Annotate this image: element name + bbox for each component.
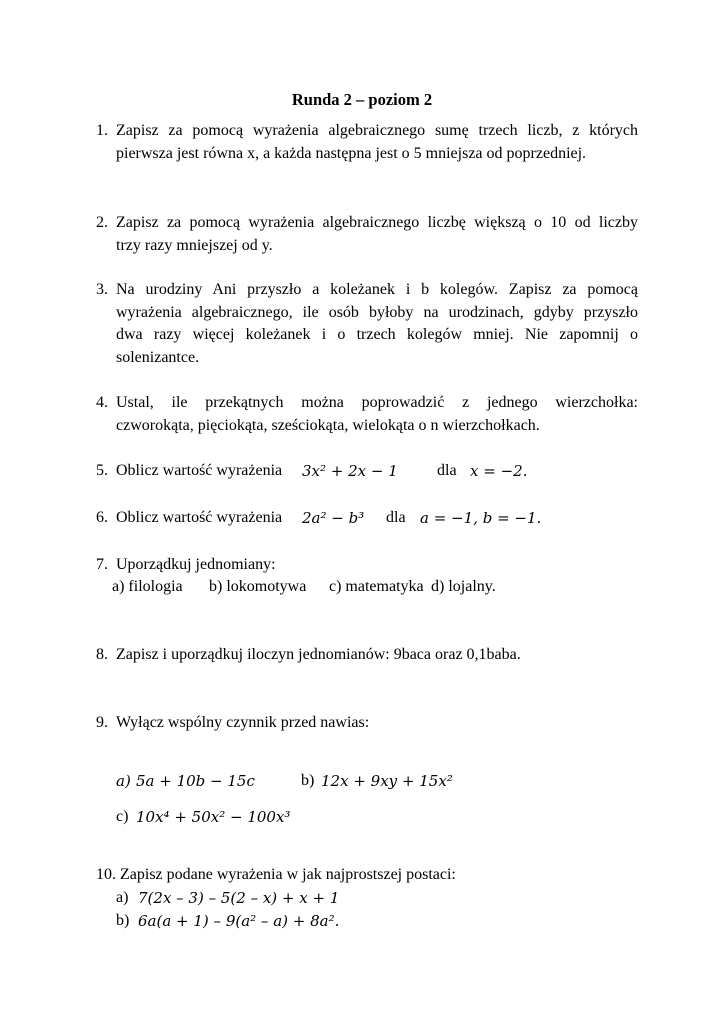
task-line: czworokąta, pięciokąta, sześciokąta, wielokąta o n wierzchołkach. <box>116 416 540 434</box>
task-number: 6. <box>96 509 108 526</box>
task-text: Zapisz i uporządkuj iloczyn jednomianów: 9baca oraz 0,1baba. <box>116 646 521 663</box>
option-d: d) lojalny. <box>431 578 496 595</box>
math-expression: 7(2x – 3) – 5(2 – x) + x + 1 <box>138 889 340 907</box>
part-label: c) <box>116 808 129 825</box>
task-text: Wyłącz wspólny czynnik przed nawias: <box>116 714 370 731</box>
task-number: 7. <box>96 556 108 573</box>
part-label: b) <box>116 912 130 929</box>
task-number: 2. <box>96 214 108 231</box>
task-line: Na urodziny Ani przyszło a koleżanek i b kolegów. Zapisz za pomocą <box>116 281 638 298</box>
math-expression: 10x⁴ + 50x² − 100x³ <box>136 808 291 826</box>
option-b: b) lokomotywa <box>209 578 307 595</box>
task-line: dwa razy więcej koleżanek i o trzech kolegów mniej. Nie zapomnij o <box>116 326 638 343</box>
math-expression: 2a² − b³ <box>302 509 365 527</box>
task-text <box>116 392 638 437</box>
task-line: pierwsza jest równa x, a każda następna jest o 5 mniejsza od poprzedniej. <box>116 144 587 162</box>
math-condition: x = −2. <box>470 462 528 480</box>
task-text: Oblicz wartość wyrażenia <box>116 462 283 479</box>
task-number: 3. <box>96 281 108 298</box>
task-text: Uporządkuj jednomiany: <box>116 556 276 573</box>
math-expression: 6a(a + 1) – 9(a² – a) + 8a². <box>138 912 340 930</box>
math-expression: 12x + 9xy + 15x² <box>321 772 453 790</box>
task-number: 10. <box>96 866 116 883</box>
math-expression: 5a + 10b − 15c <box>136 772 255 790</box>
task-number: 8. <box>96 646 108 663</box>
task-text <box>116 120 638 165</box>
task-text <box>116 212 638 257</box>
option-a: a) filologia <box>112 578 183 595</box>
part-label: a) <box>116 889 129 906</box>
condition-word: dla <box>386 509 406 526</box>
task-line: solenizantce. <box>116 348 200 366</box>
task-number: 1. <box>96 122 108 139</box>
task-line: wyrażenia algebraicznego, ile osób byłoby na urodzinach, gdyby przyszło <box>116 303 638 321</box>
option-c: c) matematyka <box>329 578 424 595</box>
task-number: 9. <box>96 714 108 731</box>
task-text: Oblicz wartość wyrażenia <box>116 509 283 526</box>
task-line: trzy razy mniejszej od y. <box>116 236 273 254</box>
math-expression: 3x² + 2x − 1 <box>302 462 398 480</box>
task-number: 5. <box>96 462 108 479</box>
task-number: 4. <box>96 394 108 411</box>
part-label: a) <box>116 772 131 790</box>
part-label: b) <box>301 772 315 789</box>
task-line: Ustal, ile przekątnych można poprowadzić z jednego wierzchołka: <box>116 394 638 411</box>
task-line: Zapisz za pomocą wyrażenia algebraicznego sumę trzech liczb, z których <box>116 122 638 139</box>
math-condition: a = −1, b = −1. <box>420 509 542 527</box>
task-text: Zapisz podane wyrażenia w jak najprostszej postaci: <box>120 866 456 883</box>
task-text <box>116 279 638 369</box>
task-line: Zapisz za pomocą wyrażenia algebraicznego liczbę większą o 10 od liczby <box>116 214 638 231</box>
page-title: Runda 2 – poziom 2 <box>291 90 433 109</box>
condition-word: dla <box>437 462 457 479</box>
